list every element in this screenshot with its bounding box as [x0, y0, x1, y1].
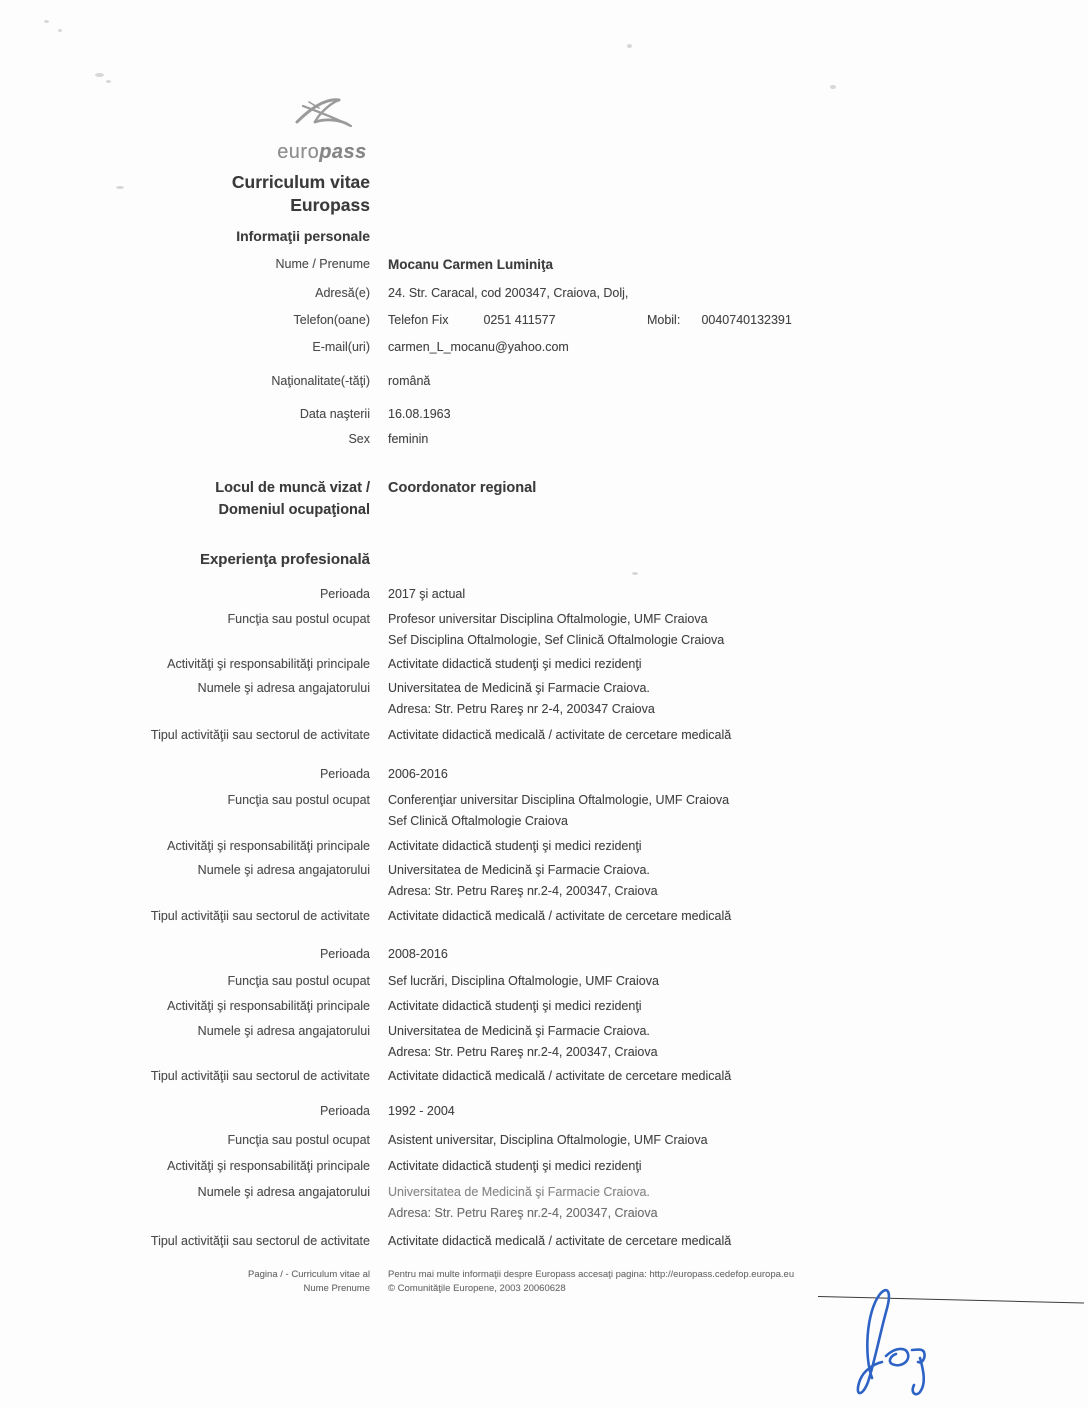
exp4-period: 1992 - 2004	[388, 1104, 455, 1118]
email-value: carmen_L_mocanu@yahoo.com	[388, 340, 569, 354]
exp2-employer-line2: Adresa: Str. Petru Rareş nr.2-4, 200347, Craiova	[388, 884, 658, 898]
desired-job-value: Coordonator regional	[388, 480, 537, 496]
exp4-period-row	[0, 1101, 1088, 1122]
address-label: Adresă(e)	[315, 286, 370, 300]
exp2-employer-line1: Universitatea de Medicină şi Farmacie Craiova.	[388, 863, 650, 877]
field-email	[0, 337, 1088, 358]
sector-label: Tipul activităţii sau sectorul de activitate	[150, 909, 370, 923]
exp4-employer-line1: Universitatea de Medicină şi Farmacie Craiova.	[388, 1185, 650, 1199]
exp3-sector-row	[0, 1066, 1088, 1087]
exp4-activities-row	[0, 1156, 1088, 1177]
field-desired-job	[0, 477, 1088, 521]
exp2-sector-row	[0, 906, 1088, 927]
title-line-1: Curriculum vitae	[231, 172, 370, 192]
europass-wordmark	[262, 141, 382, 164]
exp3-activities-row	[0, 996, 1088, 1017]
exp2-employer	[388, 860, 658, 902]
logo-euro-text: euro	[277, 141, 320, 163]
exp3-position: Sef lucrări, Disciplina Oftalmologie, UMF Craiova	[388, 974, 659, 988]
scan-speck	[95, 73, 104, 77]
exp1-sector: Activitate didactică medicală / activitate de cercetare medicală	[388, 728, 732, 742]
phone-value	[388, 310, 792, 331]
exp1-position-line1: Profesor universitar Disciplina Oftalmologie, UMF Craiova	[388, 612, 708, 626]
europass-logo	[262, 92, 382, 164]
exp4-activities: Activitate didactică studenţi şi medici rezidenţi	[388, 1159, 642, 1173]
signature-icon	[838, 1278, 968, 1403]
exp4-employer-row	[0, 1182, 1088, 1224]
name-value: Mocanu Carmen Luminiţa	[388, 257, 554, 272]
nationality-value: română	[388, 374, 431, 388]
phone-mobile-value: 0040740132391	[701, 313, 792, 327]
exp1-sector-row	[0, 725, 1088, 746]
name-label: Nume / Prenume	[275, 257, 370, 271]
employer-label: Numele şi adresa angajatorului	[197, 1024, 370, 1038]
scan-speck	[830, 85, 836, 89]
employer-label: Numele şi adresa angajatorului	[197, 681, 370, 695]
birth-date-value: 16.08.1963	[388, 407, 451, 421]
exp2-position	[388, 790, 729, 832]
exp1-employer-line2: Adresa: Str. Petru Rareş nr 2-4, 200347 Craiova	[388, 702, 655, 716]
nationality-label: Naţionalitate(-tăţi)	[271, 374, 370, 388]
exp1-activities: Activitate didactică studenţi şi medici rezidenţi	[388, 657, 642, 671]
exp2-position-row	[0, 790, 1088, 832]
handwritten-signature	[838, 1278, 968, 1408]
footer-left-line2: Nume Prenume	[303, 1283, 370, 1294]
phone-fix-label: Telefon Fix	[388, 313, 449, 327]
exp4-employer	[388, 1182, 658, 1224]
europass-bird-icon	[279, 92, 365, 136]
exp2-sector: Activitate didactică medicală / activitate de cercetare medicală	[388, 909, 732, 923]
employer-label: Numele şi adresa angajatorului	[197, 863, 370, 877]
activities-label: Activităţi şi responsabilităţi principale	[167, 999, 370, 1013]
address-value: 24. Str. Caracal, cod 200347, Craiova, Dolj,	[388, 286, 629, 300]
exp3-period-row	[0, 944, 1088, 965]
field-name	[0, 254, 1088, 275]
field-birth-date	[0, 404, 1088, 425]
position-label: Funcţia sau postul ocupat	[227, 974, 370, 988]
footer-right-line1: Pentru mai multe informaţii despre Europass accesaţi pagina: http://europass.cedefop.europa.eu	[388, 1269, 795, 1280]
sex-label: Sex	[348, 432, 370, 446]
field-sex	[0, 429, 1088, 450]
scan-speck	[632, 572, 638, 575]
exp1-employer-row	[0, 678, 1088, 720]
phone-fix-value: 0251 411577	[483, 313, 556, 327]
exp2-activities-row	[0, 836, 1088, 857]
exp1-activities-row	[0, 654, 1088, 675]
scan-speck	[627, 44, 632, 48]
activities-label: Activităţi şi responsabilităţi principale	[167, 657, 370, 671]
exp3-employer-line2: Adresa: Str. Petru Rareş nr.2-4, 200347, Craiova	[388, 1045, 658, 1059]
desired-job-label-line1: Locul de muncă vizat /	[215, 480, 370, 496]
activities-label: Activităţi şi responsabilităţi principale	[167, 1159, 370, 1173]
position-label: Funcţia sau postul ocupat	[227, 793, 370, 807]
exp4-sector-row	[0, 1231, 1088, 1252]
footer-left-line1: Pagina / - Curriculum vitae al	[248, 1269, 370, 1280]
activities-label: Activităţi şi responsabilităţi principale	[167, 839, 370, 853]
page-title	[60, 171, 370, 217]
exp2-period: 2006-2016	[388, 767, 448, 781]
exp1-employer	[388, 678, 655, 720]
scan-speck	[58, 29, 62, 32]
period-label: Perioada	[319, 947, 370, 961]
exp3-position-row	[0, 971, 1088, 992]
desired-job-label-line2: Domeniul ocupaţional	[218, 502, 370, 518]
sector-label: Tipul activităţii sau sectorul de activitate	[150, 1234, 370, 1248]
position-label: Funcţia sau postul ocupat	[227, 1133, 370, 1147]
logo-pass-text: pass	[319, 141, 367, 163]
scan-speck	[44, 20, 49, 23]
exp3-activities: Activitate didactică studenţi şi medici rezidenţi	[388, 999, 642, 1013]
field-address	[0, 283, 1088, 304]
sex-value: feminin	[388, 432, 429, 446]
exp1-period: 2017 şi actual	[388, 587, 466, 601]
field-phone	[0, 310, 1088, 331]
exp2-position-line1: Conferenţiar universitar Disciplina Oftalmologie, UMF Craiova	[388, 793, 730, 807]
exp2-activities: Activitate didactică studenţi şi medici rezidenţi	[388, 839, 642, 853]
exp3-employer	[388, 1021, 658, 1063]
footer-right-line2: © Comunităţile Europene, 2003 20060628	[388, 1283, 566, 1294]
exp4-employer-line2: Adresa: Str. Petru Rareş nr.2-4, 200347, Craiova	[388, 1206, 658, 1220]
section-experience: Experienţa profesională	[199, 551, 370, 568]
birth-date-label: Data naşterii	[299, 407, 370, 421]
exp3-employer-line1: Universitatea de Medicină şi Farmacie Craiova.	[388, 1024, 650, 1038]
phone-mobile-label: Mobil:	[646, 313, 681, 327]
desired-job-label	[0, 477, 370, 521]
exp3-period: 2008-2016	[388, 947, 448, 961]
exp2-period-row	[0, 764, 1088, 785]
employer-label: Numele şi adresa angajatorului	[197, 1185, 370, 1199]
exp2-employer-row	[0, 860, 1088, 902]
period-label: Perioada	[319, 587, 370, 601]
exp2-position-line2: Sef Clinică Oftalmologie Craiova	[388, 814, 568, 828]
exp1-position-line2: Sef Disciplina Oftalmologie, Sef Clinică Oftalmologie Craiova	[388, 633, 725, 647]
exp3-sector: Activitate didactică medicală / activitate de cercetare medicală	[388, 1069, 732, 1083]
field-nationality	[0, 371, 1088, 392]
exp1-position	[388, 609, 724, 651]
period-label: Perioada	[319, 767, 370, 781]
exp3-employer-row	[0, 1021, 1088, 1063]
exp4-position-row	[0, 1130, 1088, 1151]
sector-label: Tipul activităţii sau sectorul de activitate	[150, 728, 370, 742]
footer-page-info	[60, 1268, 370, 1296]
phone-label: Telefon(oane)	[293, 313, 370, 327]
email-label: E-mail(uri)	[312, 340, 370, 354]
exp1-period-row	[0, 584, 1088, 605]
scan-speck	[106, 80, 111, 83]
position-label: Funcţia sau postul ocupat	[227, 612, 370, 626]
title-line-2: Europass	[290, 195, 370, 215]
period-label: Perioada	[319, 1104, 370, 1118]
section-personal-info: Informaţii personale	[236, 228, 370, 244]
footer-europass-info	[388, 1268, 858, 1296]
exp1-position-row	[0, 609, 1088, 651]
exp4-position: Asistent universitar, Disciplina Oftalmologie, UMF Craiova	[388, 1133, 708, 1147]
exp1-employer-line1: Universitatea de Medicină şi Farmacie Craiova.	[388, 681, 650, 695]
exp4-sector: Activitate didactică medicală / activitate de cercetare medicală	[388, 1234, 732, 1248]
sector-label: Tipul activităţii sau sectorul de activitate	[150, 1069, 370, 1083]
